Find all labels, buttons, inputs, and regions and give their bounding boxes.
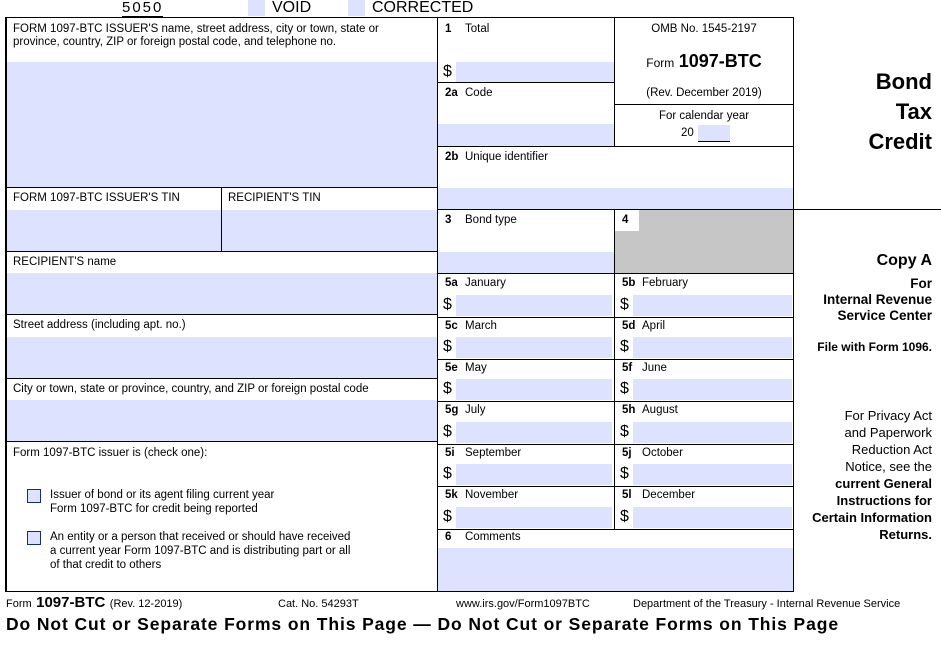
- do-not-cut-notice: Do Not Cut or Separate Forms on This Page — Do Not Cut or Separate Forms on This Page: [6, 614, 839, 634]
- month-dollar: $: [443, 338, 452, 355]
- omb-form-title: Form 1097-BTC: [646, 51, 762, 71]
- month-dollar: $: [443, 296, 452, 313]
- box4-number: 4: [615, 210, 639, 231]
- issuer-option-1-label-line1: Issuer of bond or its agent filing current year: [50, 489, 275, 501]
- box1-total-input[interactable]: [456, 62, 614, 82]
- month-box: [614, 274, 794, 317]
- month-amount-input[interactable]: [456, 337, 612, 358]
- issuer-option-2-checkbox[interactable]: [27, 531, 41, 545]
- box4-shaded: [615, 210, 793, 273]
- month-amount-input[interactable]: [633, 464, 792, 485]
- copy-a-label: Copy A: [876, 252, 932, 269]
- recipient-tin-input[interactable]: [222, 210, 437, 251]
- omb-revision: (Rev. December 2019): [646, 87, 762, 99]
- month-amount-input[interactable]: [633, 337, 792, 358]
- footer-department: Department of the Treasury - Internal Revenue Service: [633, 598, 901, 610]
- privacy-notice: For Privacy Act and Paperwork Reduction Act Notice, see the current General Instructions for Certain Information Returns.: [812, 408, 932, 542]
- month-box: [614, 444, 794, 486]
- issuer-name-input[interactable]: [7, 62, 437, 187]
- issuer-option-1-checkbox[interactable]: [27, 489, 41, 503]
- omb-number: OMB No. 1545-2197: [651, 23, 757, 35]
- month-dollar: $: [620, 465, 629, 482]
- month-box: [437, 444, 614, 486]
- month-label: 5i September: [445, 447, 522, 459]
- month-dollar: $: [620, 423, 629, 440]
- month-box: [437, 401, 614, 444]
- calendar-year-label: For calendar year: [658, 110, 750, 122]
- corrected-checkbox[interactable]: [348, 0, 365, 16]
- irs-center-label: For Internal Revenue Service Center: [823, 276, 932, 323]
- footer-url[interactable]: www.irs.gov/Form1097BTC: [456, 598, 590, 610]
- form-title: Bond Tax Credit: [868, 69, 932, 154]
- footer-cat-no: Cat. No. 54293T: [278, 598, 359, 610]
- issuer-name-label: FORM 1097-BTC ISSUER'S name, street address, city or town, state or province, country, ZIP or foreign postal code, and telephone no.: [13, 23, 379, 48]
- month-label: 5b February: [622, 277, 689, 289]
- box6-comments-input[interactable]: [438, 548, 793, 591]
- month-box: [437, 274, 614, 317]
- box2a-code-input[interactable]: [438, 124, 614, 146]
- month-amount-input[interactable]: [633, 379, 792, 400]
- month-label: 5h August: [622, 404, 678, 416]
- box1-label: 1 Total: [445, 23, 490, 35]
- footer-form-id: Form 1097-BTC (Rev. 12-2019): [6, 594, 183, 611]
- box1-dollar: $: [443, 63, 452, 80]
- month-amount-input[interactable]: [456, 379, 612, 400]
- month-dollar: $: [443, 380, 452, 397]
- month-amount-input[interactable]: [456, 422, 612, 443]
- month-amount-input[interactable]: [633, 295, 792, 316]
- month-dollar: $: [620, 508, 629, 525]
- form-code: 5050: [122, 0, 164, 16]
- box2a-label: 2a Code: [445, 87, 493, 99]
- month-label: 5d April: [622, 320, 666, 332]
- month-dollar: $: [620, 338, 629, 355]
- box3-bond-type-input[interactable]: [438, 252, 614, 273]
- month-label: 5c March: [445, 320, 497, 332]
- month-label: 5g July: [445, 404, 486, 416]
- box3-label: 3 Bond type: [445, 214, 517, 226]
- month-box: [614, 401, 794, 444]
- month-amount-input[interactable]: [633, 422, 792, 443]
- file-with-label: File with Form 1096.: [817, 340, 932, 354]
- month-label: 5k November: [445, 489, 519, 501]
- recipient-name-label: RECIPIENT'S name: [13, 256, 117, 268]
- issuer-option-1-label-line2: Form 1097-BTC for credit being reported: [50, 503, 258, 515]
- month-box: [614, 359, 794, 401]
- month-amount-input[interactable]: [456, 507, 612, 528]
- month-dollar: $: [443, 465, 452, 482]
- box6-label: 6 Comments: [445, 531, 521, 543]
- issuer-tin-label: FORM 1097-BTC ISSUER'S TIN: [13, 192, 180, 204]
- month-label: 5e May: [445, 362, 487, 374]
- calendar-year-prefix: 20: [681, 127, 694, 139]
- recipient-name-input[interactable]: [7, 273, 437, 314]
- issuer-option-2-label-line2: a current year Form 1097-BTC and is distributing part or all: [50, 545, 351, 557]
- month-dollar: $: [443, 508, 452, 525]
- street-address-label: Street address (including apt. no.): [13, 319, 186, 331]
- city-input[interactable]: [7, 400, 437, 441]
- month-box: [437, 486, 614, 529]
- month-label: 5f June: [622, 362, 667, 374]
- month-box: [437, 317, 614, 359]
- month-dollar: $: [620, 296, 629, 313]
- month-label: 5j October: [622, 447, 683, 459]
- month-amount-input[interactable]: [633, 507, 792, 528]
- month-dollar: $: [443, 423, 452, 440]
- issuer-option-2-label-line1: An entity or a person that received or should have received: [50, 531, 351, 543]
- issuer-tin-input[interactable]: [7, 210, 221, 251]
- issuer-is-label: Form 1097-BTC issuer is (check one):: [13, 447, 208, 459]
- void-label: VOID: [272, 0, 312, 16]
- city-label: City or town, state or province, country, and ZIP or foreign postal code: [13, 383, 369, 395]
- issuer-option-2-label-line3: of that credit to others: [50, 559, 162, 571]
- calendar-year-input[interactable]: [698, 125, 730, 142]
- month-box: [437, 359, 614, 401]
- street-address-input[interactable]: [7, 337, 437, 378]
- month-amount-input[interactable]: [456, 295, 612, 316]
- void-checkbox[interactable]: [248, 0, 265, 16]
- recipient-tin-label: RECIPIENT'S TIN: [228, 192, 321, 204]
- month-box: [614, 317, 794, 359]
- box2b-label: 2b Unique identifier: [445, 151, 549, 163]
- box2b-identifier-input[interactable]: [438, 188, 793, 210]
- month-amount-input[interactable]: [456, 464, 612, 485]
- month-label: 5a January: [445, 277, 506, 289]
- corrected-label: CORRECTED: [372, 0, 474, 16]
- month-dollar: $: [620, 380, 629, 397]
- month-box: [614, 486, 794, 529]
- month-label: 5l December: [622, 489, 696, 501]
